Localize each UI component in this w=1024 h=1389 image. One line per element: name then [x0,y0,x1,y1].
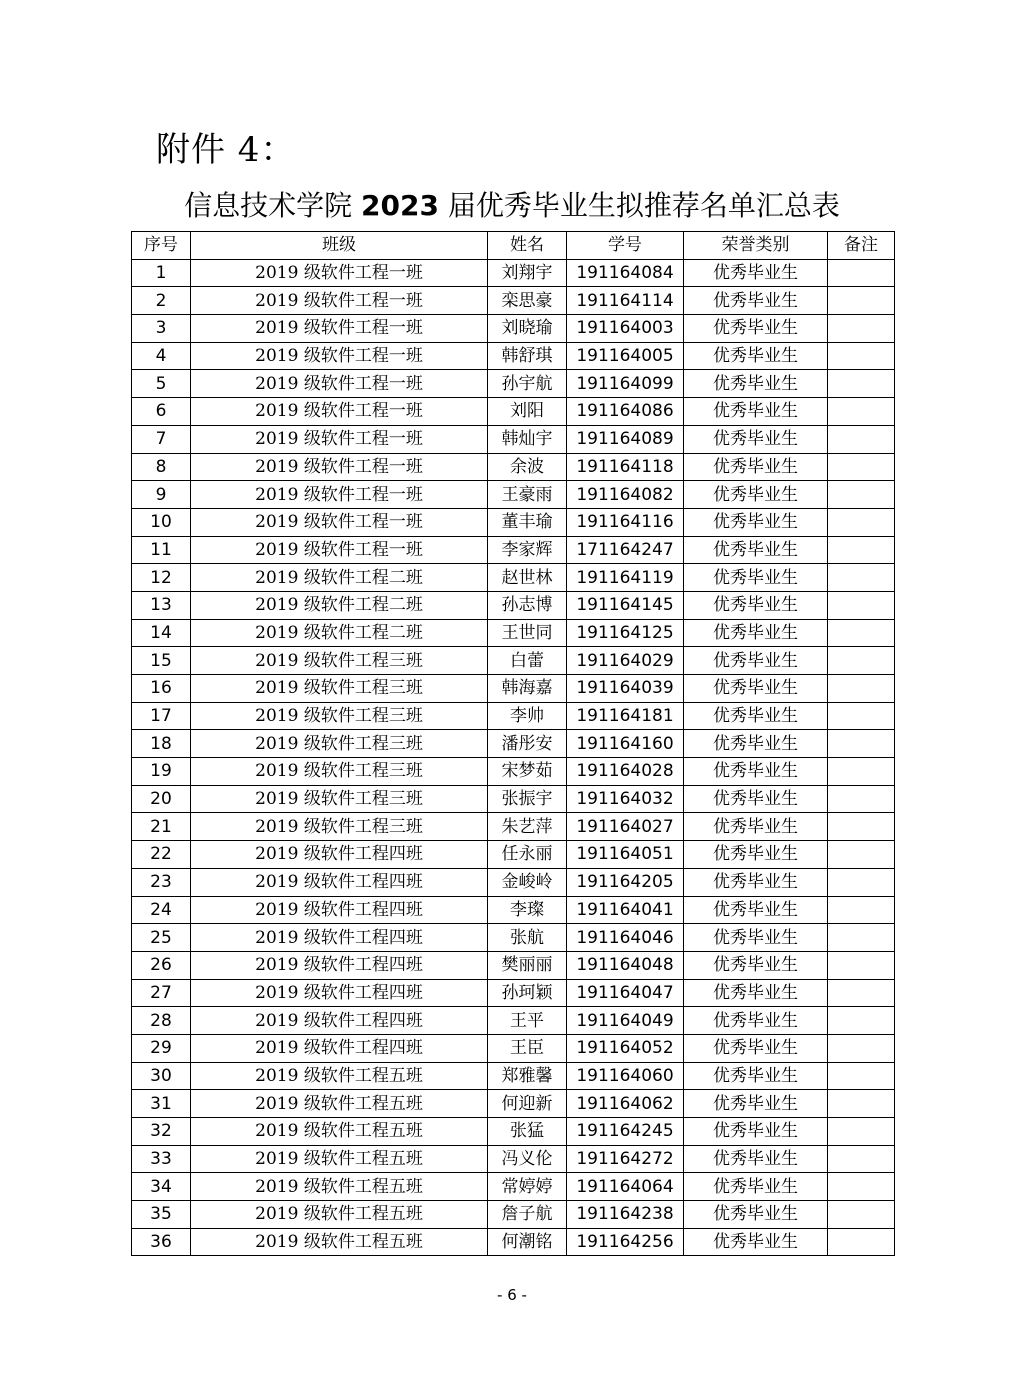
cell-honor: 优秀毕业生 [684,979,828,1007]
cell-index: 19 [132,758,191,786]
cell-name: 白蕾 [488,647,567,675]
cell-student-id: 191164003 [567,315,684,343]
cell-name: 詹子航 [488,1201,567,1229]
cell-honor: 优秀毕业生 [684,1173,828,1201]
cell-class: 2019 级软件工程四班 [191,924,488,952]
cell-honor: 优秀毕业生 [684,619,828,647]
cell-remark [828,1034,895,1062]
cell-remark [828,841,895,869]
cell-remark [828,370,895,398]
cell-student-id: 191164032 [567,785,684,813]
cell-remark [828,924,895,952]
cell-class: 2019 级软件工程五班 [191,1228,488,1256]
cell-honor: 优秀毕业生 [684,425,828,453]
table-row [132,1090,895,1118]
cell-student-id: 191164119 [567,564,684,592]
cell-name: 刘晓瑜 [488,315,567,343]
cell-class: 2019 级软件工程五班 [191,1118,488,1146]
cell-class: 2019 级软件工程三班 [191,813,488,841]
cell-class: 2019 级软件工程一班 [191,287,488,315]
cell-class: 2019 级软件工程四班 [191,868,488,896]
cell-index: 13 [132,591,191,619]
cell-remark [828,1007,895,1035]
cell-honor: 优秀毕业生 [684,259,828,287]
graduate-roster-table [131,231,895,1256]
header-index: 序号 [132,232,191,260]
cell-index: 9 [132,481,191,509]
cell-class: 2019 级软件工程四班 [191,951,488,979]
table-row [132,702,895,730]
cell-index: 23 [132,868,191,896]
cell-student-id: 191164028 [567,758,684,786]
table-row [132,1034,895,1062]
cell-class: 2019 级软件工程一班 [191,315,488,343]
cell-class: 2019 级软件工程一班 [191,398,488,426]
cell-class: 2019 级软件工程三班 [191,730,488,758]
attachment-label: 附件 4： [156,130,296,170]
table-row [132,315,895,343]
cell-index: 12 [132,564,191,592]
cell-name: 余波 [488,453,567,481]
cell-honor: 优秀毕业生 [684,1145,828,1173]
cell-class: 2019 级软件工程二班 [191,564,488,592]
cell-index: 27 [132,979,191,1007]
cell-student-id: 191164116 [567,508,684,536]
cell-remark [828,896,895,924]
cell-index: 25 [132,924,191,952]
cell-student-id: 191164181 [567,702,684,730]
cell-index: 7 [132,425,191,453]
cell-remark [828,785,895,813]
cell-remark [828,591,895,619]
cell-name: 李璨 [488,896,567,924]
cell-honor: 优秀毕业生 [684,1201,828,1229]
cell-index: 28 [132,1007,191,1035]
table-row [132,1145,895,1173]
cell-remark [828,342,895,370]
cell-remark [828,979,895,1007]
cell-index: 30 [132,1062,191,1090]
cell-honor: 优秀毕业生 [684,398,828,426]
cell-name: 孙宇航 [488,370,567,398]
cell-class: 2019 级软件工程一班 [191,342,488,370]
cell-index: 29 [132,1034,191,1062]
cell-index: 5 [132,370,191,398]
cell-class: 2019 级软件工程一班 [191,370,488,398]
cell-remark [828,619,895,647]
cell-name: 金峻岭 [488,868,567,896]
page-number: - 6 - [497,1286,527,1304]
cell-class: 2019 级软件工程五班 [191,1173,488,1201]
cell-remark [828,536,895,564]
cell-index: 32 [132,1118,191,1146]
cell-remark [828,1062,895,1090]
cell-honor: 优秀毕业生 [684,675,828,703]
table-row [132,287,895,315]
cell-student-id: 191164089 [567,425,684,453]
cell-remark [828,287,895,315]
cell-class: 2019 级软件工程五班 [191,1201,488,1229]
table-row [132,675,895,703]
cell-honor: 优秀毕业生 [684,647,828,675]
cell-index: 35 [132,1201,191,1229]
table-row [132,508,895,536]
cell-class: 2019 级软件工程五班 [191,1145,488,1173]
cell-student-id: 191164256 [567,1228,684,1256]
cell-remark [828,1145,895,1173]
cell-name: 张振宇 [488,785,567,813]
table-body [132,259,895,1256]
header-student-id: 学号 [567,232,684,260]
cell-index: 11 [132,536,191,564]
cell-name: 常婷婷 [488,1173,567,1201]
cell-honor: 优秀毕业生 [684,536,828,564]
cell-honor: 优秀毕业生 [684,702,828,730]
cell-class: 2019 级软件工程三班 [191,702,488,730]
cell-remark [828,813,895,841]
cell-class: 2019 级软件工程一班 [191,259,488,287]
cell-student-id: 191164114 [567,287,684,315]
cell-name: 何潮铭 [488,1228,567,1256]
cell-name: 王世同 [488,619,567,647]
cell-name: 李家辉 [488,536,567,564]
cell-remark [828,398,895,426]
cell-index: 31 [132,1090,191,1118]
table-row [132,924,895,952]
cell-remark [828,315,895,343]
cell-name: 王臣 [488,1034,567,1062]
cell-class: 2019 级软件工程四班 [191,841,488,869]
cell-name: 潘彤安 [488,730,567,758]
cell-name: 冯义伦 [488,1145,567,1173]
table-header-row [132,232,895,260]
cell-remark [828,951,895,979]
table-row [132,398,895,426]
cell-remark [828,425,895,453]
table-row [132,536,895,564]
cell-index: 21 [132,813,191,841]
cell-student-id: 191164039 [567,675,684,703]
cell-name: 王豪雨 [488,481,567,509]
cell-student-id: 191164084 [567,259,684,287]
title-suffix: 届优秀毕业生拟推荐名单汇总表 [438,189,840,222]
cell-name: 李帅 [488,702,567,730]
table-row [132,1118,895,1146]
cell-class: 2019 级软件工程五班 [191,1090,488,1118]
table-row [132,758,895,786]
cell-class: 2019 级软件工程四班 [191,979,488,1007]
cell-student-id: 191164062 [567,1090,684,1118]
cell-honor: 优秀毕业生 [684,370,828,398]
table-row [132,591,895,619]
cell-class: 2019 级软件工程四班 [191,1034,488,1062]
cell-index: 34 [132,1173,191,1201]
cell-student-id: 191164099 [567,370,684,398]
cell-honor: 优秀毕业生 [684,1118,828,1146]
cell-student-id: 191164027 [567,813,684,841]
cell-honor: 优秀毕业生 [684,924,828,952]
cell-honor: 优秀毕业生 [684,1007,828,1035]
cell-name: 张航 [488,924,567,952]
cell-index: 33 [132,1145,191,1173]
cell-honor: 优秀毕业生 [684,730,828,758]
cell-honor: 优秀毕业生 [684,951,828,979]
table-row [132,951,895,979]
cell-name: 何迎新 [488,1090,567,1118]
cell-remark [828,1228,895,1256]
table-row [132,564,895,592]
cell-remark [828,758,895,786]
cell-student-id: 191164041 [567,896,684,924]
cell-student-id: 191164125 [567,619,684,647]
cell-name: 韩海嘉 [488,675,567,703]
cell-remark [828,564,895,592]
cell-honor: 优秀毕业生 [684,868,828,896]
cell-student-id: 191164064 [567,1173,684,1201]
cell-remark [828,1173,895,1201]
title-prefix: 信息技术学院 [184,189,362,222]
cell-honor: 优秀毕业生 [684,453,828,481]
cell-index: 15 [132,647,191,675]
cell-index: 14 [132,619,191,647]
cell-index: 8 [132,453,191,481]
cell-honor: 优秀毕业生 [684,813,828,841]
cell-class: 2019 级软件工程一班 [191,453,488,481]
cell-name: 任永丽 [488,841,567,869]
cell-index: 36 [132,1228,191,1256]
cell-index: 22 [132,841,191,869]
cell-name: 赵世林 [488,564,567,592]
cell-name: 孙志博 [488,591,567,619]
cell-honor: 优秀毕业生 [684,481,828,509]
table-row [132,1173,895,1201]
cell-name: 郑雅馨 [488,1062,567,1090]
cell-index: 4 [132,342,191,370]
cell-remark [828,702,895,730]
cell-name: 董丰瑜 [488,508,567,536]
cell-remark [828,481,895,509]
cell-class: 2019 级软件工程二班 [191,619,488,647]
cell-student-id: 191164060 [567,1062,684,1090]
cell-index: 18 [132,730,191,758]
cell-name: 宋梦茹 [488,758,567,786]
header-remark: 备注 [828,232,895,260]
cell-student-id: 191164145 [567,591,684,619]
cell-honor: 优秀毕业生 [684,1228,828,1256]
cell-name: 樊丽丽 [488,951,567,979]
cell-honor: 优秀毕业生 [684,841,828,869]
cell-honor: 优秀毕业生 [684,287,828,315]
table-row [132,259,895,287]
cell-name: 韩舒琪 [488,342,567,370]
cell-remark [828,647,895,675]
cell-student-id: 191164029 [567,647,684,675]
cell-index: 24 [132,896,191,924]
cell-remark [828,1201,895,1229]
table-row [132,1007,895,1035]
cell-name: 朱艺萍 [488,813,567,841]
cell-student-id: 191164047 [567,979,684,1007]
cell-name: 刘阳 [488,398,567,426]
table-row [132,896,895,924]
cell-remark [828,730,895,758]
cell-index: 10 [132,508,191,536]
cell-student-id: 191164272 [567,1145,684,1173]
table-row [132,785,895,813]
cell-student-id: 191164082 [567,481,684,509]
cell-index: 16 [132,675,191,703]
cell-name: 王平 [488,1007,567,1035]
cell-class: 2019 级软件工程三班 [191,675,488,703]
cell-honor: 优秀毕业生 [684,342,828,370]
cell-student-id: 191164160 [567,730,684,758]
cell-class: 2019 级软件工程一班 [191,481,488,509]
title-year: 2023 [361,189,439,222]
cell-student-id: 191164052 [567,1034,684,1062]
table-row [132,1201,895,1229]
table-row [132,342,895,370]
cell-remark [828,868,895,896]
cell-student-id: 191164118 [567,453,684,481]
cell-class: 2019 级软件工程四班 [191,1007,488,1035]
cell-student-id: 191164048 [567,951,684,979]
cell-remark [828,453,895,481]
table-row [132,425,895,453]
cell-student-id: 191164051 [567,841,684,869]
cell-name: 刘翔宇 [488,259,567,287]
cell-honor: 优秀毕业生 [684,1062,828,1090]
cell-honor: 优秀毕业生 [684,508,828,536]
table-row [132,979,895,1007]
cell-class: 2019 级软件工程一班 [191,536,488,564]
cell-name: 孙珂颖 [488,979,567,1007]
cell-index: 3 [132,315,191,343]
table-row [132,370,895,398]
document-title [0,186,1024,226]
cell-class: 2019 级软件工程五班 [191,1062,488,1090]
cell-student-id: 191164238 [567,1201,684,1229]
cell-remark [828,675,895,703]
cell-class: 2019 级软件工程三班 [191,785,488,813]
cell-honor: 优秀毕业生 [684,785,828,813]
table-row [132,481,895,509]
cell-index: 20 [132,785,191,813]
table-row [132,841,895,869]
cell-student-id: 191164046 [567,924,684,952]
cell-student-id: 191164245 [567,1118,684,1146]
cell-index: 26 [132,951,191,979]
cell-index: 6 [132,398,191,426]
cell-index: 2 [132,287,191,315]
cell-remark [828,259,895,287]
cell-name: 张猛 [488,1118,567,1146]
cell-honor: 优秀毕业生 [684,1034,828,1062]
cell-honor: 优秀毕业生 [684,315,828,343]
cell-class: 2019 级软件工程一班 [191,425,488,453]
table-row [132,619,895,647]
cell-student-id: 171164247 [567,536,684,564]
cell-remark [828,1118,895,1146]
cell-student-id: 191164049 [567,1007,684,1035]
cell-honor: 优秀毕业生 [684,591,828,619]
table-row [132,1228,895,1256]
table-row [132,868,895,896]
table-row [132,647,895,675]
table-row [132,813,895,841]
cell-honor: 优秀毕业生 [684,564,828,592]
cell-honor: 优秀毕业生 [684,758,828,786]
header-honor: 荣誉类别 [684,232,828,260]
cell-class: 2019 级软件工程三班 [191,647,488,675]
cell-index: 17 [132,702,191,730]
cell-student-id: 191164086 [567,398,684,426]
cell-class: 2019 级软件工程三班 [191,758,488,786]
table-row [132,453,895,481]
cell-class: 2019 级软件工程四班 [191,896,488,924]
header-class: 班级 [191,232,488,260]
cell-index: 1 [132,259,191,287]
cell-name: 韩灿宇 [488,425,567,453]
cell-honor: 优秀毕业生 [684,1090,828,1118]
cell-class: 2019 级软件工程一班 [191,508,488,536]
header-name: 姓名 [488,232,567,260]
cell-student-id: 191164205 [567,868,684,896]
table-row [132,730,895,758]
table-row [132,1062,895,1090]
cell-student-id: 191164005 [567,342,684,370]
cell-name: 栾思豪 [488,287,567,315]
cell-remark [828,1090,895,1118]
cell-honor: 优秀毕业生 [684,896,828,924]
cell-remark [828,508,895,536]
cell-class: 2019 级软件工程二班 [191,591,488,619]
